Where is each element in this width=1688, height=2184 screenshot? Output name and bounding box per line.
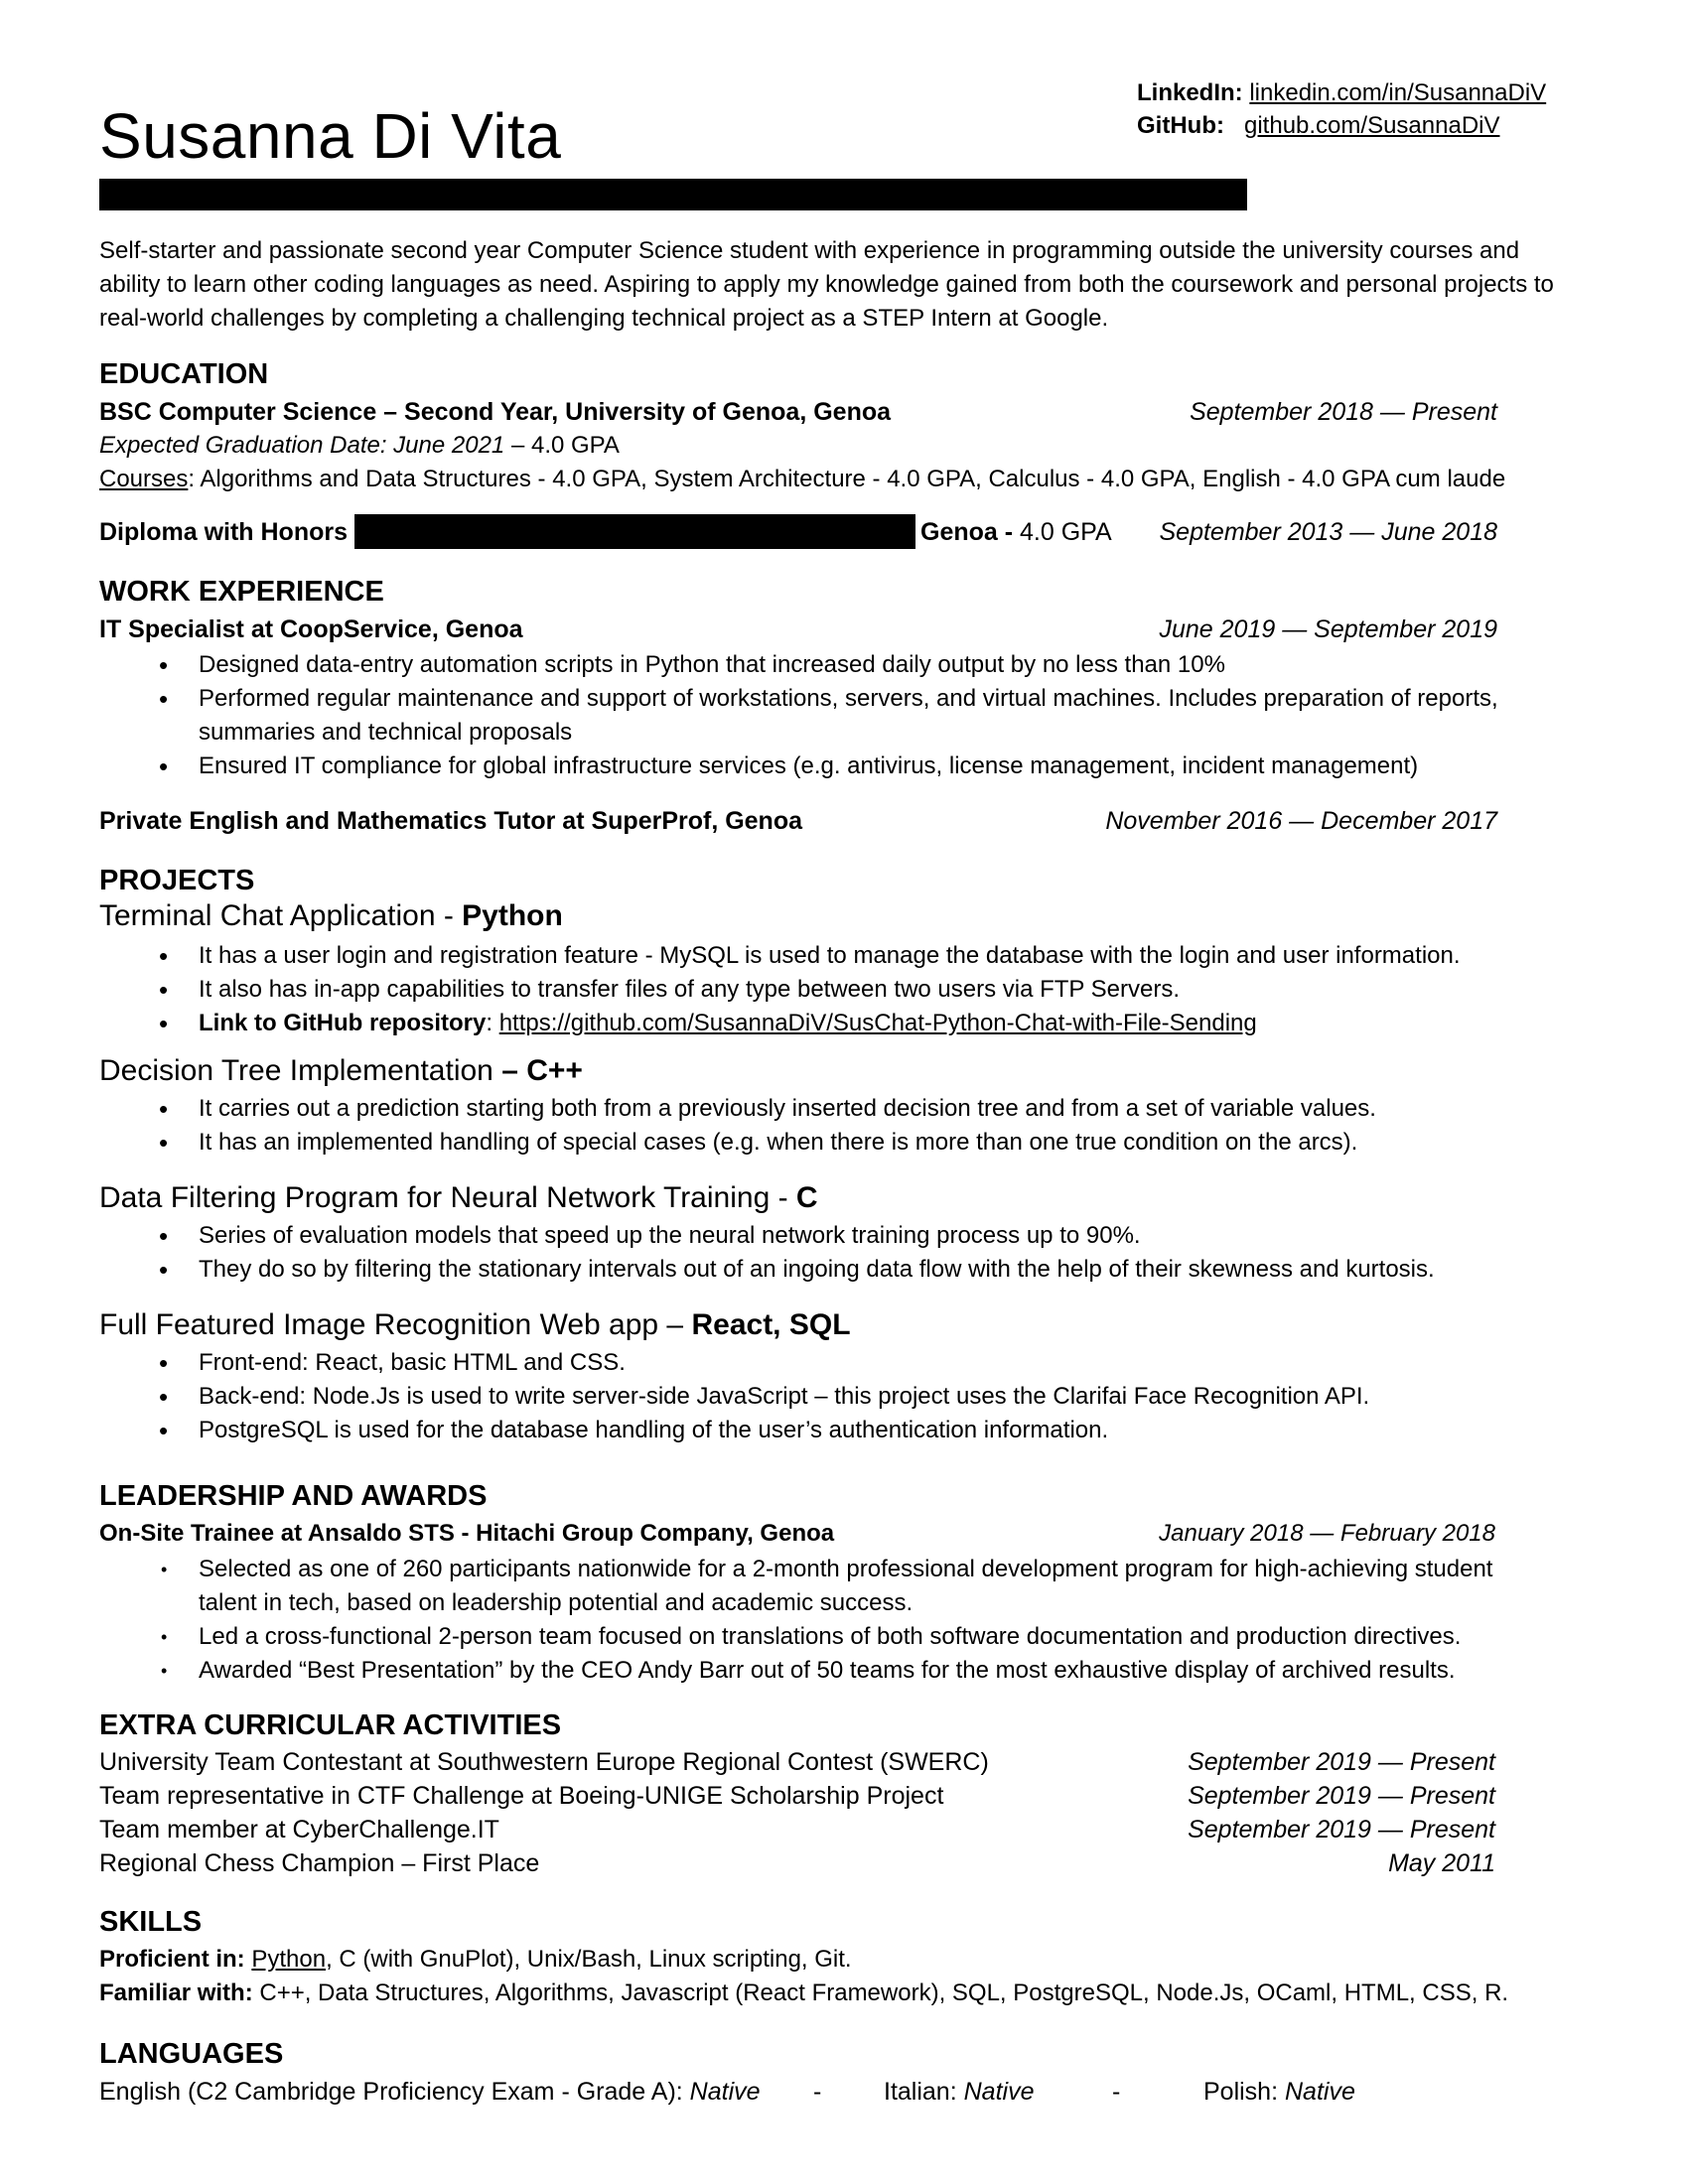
extra-item: [99, 1748, 1589, 1777]
english-label: English (C2 Cambridge Proficiency Exam - Grade A):: [99, 2078, 690, 2106]
list-item: • Series of evaluation models that speed up the neural network training process up to 90%.: [99, 1219, 1589, 1253]
summary-paragraph: Self-starter and passionate second year Computer Science student with experience in programming outside the university courses and ability to learn other coding languages as need. Aspiring to apply my knowledge gained from both the coursework and personal projects to real-world challenges by completing a challenging technical project as a STEP Intern at Google.: [99, 237, 1554, 332]
list-item: • They do so by filtering the stationary intervals out of an ingoing data flow with the help of their skewness and kurtosis.: [99, 1253, 1589, 1287]
extra-item-text: Team member at CyberChallenge.IT: [99, 1816, 499, 1843]
list-item: • PostgreSQL is used for the database handling of the user’s authentication information.: [99, 1414, 1589, 1447]
github-link[interactable]: github.com/SusannaDiV: [1244, 112, 1500, 139]
english-level: Native: [689, 2078, 761, 2106]
list-item: • Back-end: Node.Js is used to write server-side JavaScript – this project uses the Clarifai Face Recognition API.: [99, 1380, 1589, 1414]
list-item: • Front-end: React, basic HTML and CSS.: [99, 1346, 1589, 1380]
leadership-bullets: [99, 1553, 1589, 1688]
skills-proficient-row: [99, 1946, 852, 1974]
linkedin-link[interactable]: linkedin.com/in/SusannaDiV: [1249, 79, 1547, 106]
job1-bullets: [99, 648, 1589, 783]
diploma-gpa: 4.0 GPA: [1020, 518, 1112, 546]
linkedin-label: LinkedIn:: [1137, 79, 1243, 106]
leadership-role-title: On-Site Trainee at Ansaldo STS - Hitachi Group Company, Genoa: [99, 1520, 835, 1547]
job1-row: [99, 615, 1589, 644]
project3-tech: C: [795, 1181, 818, 1214]
list-item: • Led a cross-functional 2-person team focused on translations of both software documentation and production directives.: [99, 1620, 1589, 1654]
language-polish: [1203, 2078, 1355, 2107]
project4-bullets: [99, 1346, 1589, 1447]
extra-item: [99, 1849, 1589, 1878]
project1-tech: Python: [462, 899, 563, 932]
leadership-role-row: [99, 1520, 1589, 1548]
proficient-python: Python: [251, 1946, 327, 1973]
project4-title: Full Featured Image Recognition Web app –: [99, 1308, 692, 1341]
project1-title-row: [99, 899, 563, 933]
language-english: [99, 2078, 761, 2107]
language-separator: -: [1112, 2078, 1121, 2106]
job2-row: [99, 807, 1589, 836]
languages-heading: LANGUAGES: [99, 2038, 284, 2070]
linkedin-row: [1137, 79, 1546, 107]
extra-item: [99, 1816, 1589, 1844]
extra-item-date: September 2019 — Present: [1188, 1782, 1495, 1810]
degree-title: BSC Computer Science – Second Year, University of Genoa, Genoa: [99, 398, 892, 426]
project1-bullets: [99, 939, 1589, 1040]
list-item: • It has a user login and registration feature - MySQL is used to manage the database with the login and user information.: [99, 939, 1589, 973]
diploma-dates: September 2013 — June 2018: [1159, 518, 1497, 546]
project4-title-row: [99, 1308, 851, 1342]
list-item: • It has an implemented handling of special cases (e.g. when there is more than one true condition on the arcs).: [99, 1126, 1589, 1160]
extra-item-text: Team representative in CTF Challenge at Boeing-UNIGE Scholarship Project: [99, 1782, 944, 1810]
list-item: • Selected as one of 260 participants nationwide for a 2-month professional development program for high-achieving student talent in tech, based on leadership potential and academic success.: [99, 1553, 1589, 1620]
project4-tech: React, SQL: [691, 1308, 851, 1341]
extra-item-date: May 2011: [1388, 1849, 1495, 1877]
graduation-date: Expected Graduation Date: June 2021: [99, 432, 505, 459]
github-repo-link[interactable]: https://github.com/SusannaDiV/SusChat-Python-Chat-with-File-Sending: [498, 1010, 1257, 1036]
education-degree-row: [99, 398, 1589, 427]
project3-title: Data Filtering Program for Neural Network Training -: [99, 1181, 796, 1214]
job2-title: Private English and Mathematics Tutor at SuperProf, Genoa: [99, 807, 803, 835]
courses-label: Courses: [99, 466, 189, 492]
project2-title: Decision Tree Implementation: [99, 1054, 502, 1087]
github-row: [1137, 112, 1499, 140]
extra-item-date: September 2019 — Present: [1188, 1816, 1495, 1843]
language-separator: -: [813, 2078, 822, 2106]
extra-item-text: Regional Chess Champion – First Place: [99, 1849, 540, 1877]
polish-label: Polish:: [1203, 2078, 1285, 2106]
extra-item-text: University Team Contestant at Southwestern Europe Regional Contest (SWERC): [99, 1748, 989, 1776]
proficient-label: Proficient in:: [99, 1946, 245, 1973]
diploma-city: Genoa -: [920, 518, 1021, 546]
extra-item: [99, 1782, 1589, 1811]
redacted-school-name: [354, 514, 915, 549]
project1-title: Terminal Chat Application -: [99, 899, 463, 932]
italian-level: Native: [963, 2078, 1035, 2106]
candidate-name: Susanna Di Vita: [99, 100, 562, 172]
job1-title: IT Specialist at CoopService, Genoa: [99, 615, 523, 643]
projects-heading: PROJECTS: [99, 865, 255, 896]
skills-familiar-row: [99, 1979, 1508, 2007]
diploma-label: Diploma with Honors: [99, 518, 348, 546]
github-label: GitHub:: [1137, 112, 1224, 139]
skills-heading: SKILLS: [99, 1906, 203, 1938]
education-heading: EDUCATION: [99, 358, 269, 390]
degree-dates: September 2018 — Present: [1190, 398, 1497, 426]
project3-title-row: [99, 1181, 818, 1215]
graduation-gpa: – 4.0 GPA: [504, 432, 620, 459]
project2-tech: – C++: [501, 1054, 583, 1087]
github-repo-label: Link to GitHub repository: [199, 1010, 487, 1036]
familiar-label: Familiar with:: [99, 1979, 253, 2006]
proficient-rest: , C (with GnuPlot), Unix/Bash, Linux scripting, Git.: [326, 1946, 852, 1973]
courses-text: : Algorithms and Data Structures - 4.0 GPA, System Architecture - 4.0 GPA, Calculus - 4.0 GPA, English - 4.0 GPA cum laude: [188, 466, 1506, 492]
list-item: • Awarded “Best Presentation” by the CEO Andy Barr out of 50 teams for the most exhaustive display of archived results.: [99, 1654, 1589, 1688]
work-heading: WORK EXPERIENCE: [99, 576, 384, 608]
project3-bullets: [99, 1219, 1589, 1287]
extra-item-date: September 2019 — Present: [1188, 1748, 1495, 1776]
leadership-role-dates: January 2018 — February 2018: [1159, 1520, 1495, 1547]
italian-label: Italian:: [884, 2078, 964, 2106]
redacted-contact-bar: [99, 179, 1247, 210]
extra-heading: EXTRA CURRICULAR ACTIVITIES: [99, 1709, 562, 1741]
familiar-text: C++, Data Structures, Algorithms, Javascript (React Framework), SQL, PostgreSQL, Node.Js, OCaml, HTML, CSS, R.: [252, 1979, 1509, 2006]
project2-bullets: [99, 1092, 1589, 1160]
list-item: • Link to GitHub repository: https://github.com/SusannaDiV/SusChat-Python-Chat-with-File-Sending: [99, 1007, 1589, 1040]
job2-dates: November 2016 — December 2017: [1105, 807, 1497, 835]
leadership-heading: LEADERSHIP AND AWARDS: [99, 1480, 488, 1512]
job1-dates: June 2019 — September 2019: [1159, 615, 1497, 643]
graduation-row: [99, 432, 1589, 460]
list-item: • It also has in-app capabilities to transfer files of any type between two users via FTP Servers.: [99, 973, 1589, 1007]
courses-row: [99, 466, 1589, 493]
list-item: • Designed data-entry automation scripts in Python that increased daily output by no less than 10%: [99, 648, 1589, 682]
language-italian: [884, 2078, 1034, 2107]
project2-title-row: [99, 1054, 583, 1088]
diploma-gpa-row: [920, 518, 1112, 547]
list-item: • It carries out a prediction starting both from a previously inserted decision tree and from a set of variable values.: [99, 1092, 1589, 1126]
list-item: • Performed regular maintenance and support of workstations, servers, and virtual machines. Includes preparation of reports, summaries and technical proposals: [99, 682, 1589, 750]
list-item: • Ensured IT compliance for global infrastructure services (e.g. antivirus, license management, incident management): [99, 750, 1589, 783]
polish-level: Native: [1284, 2078, 1355, 2106]
